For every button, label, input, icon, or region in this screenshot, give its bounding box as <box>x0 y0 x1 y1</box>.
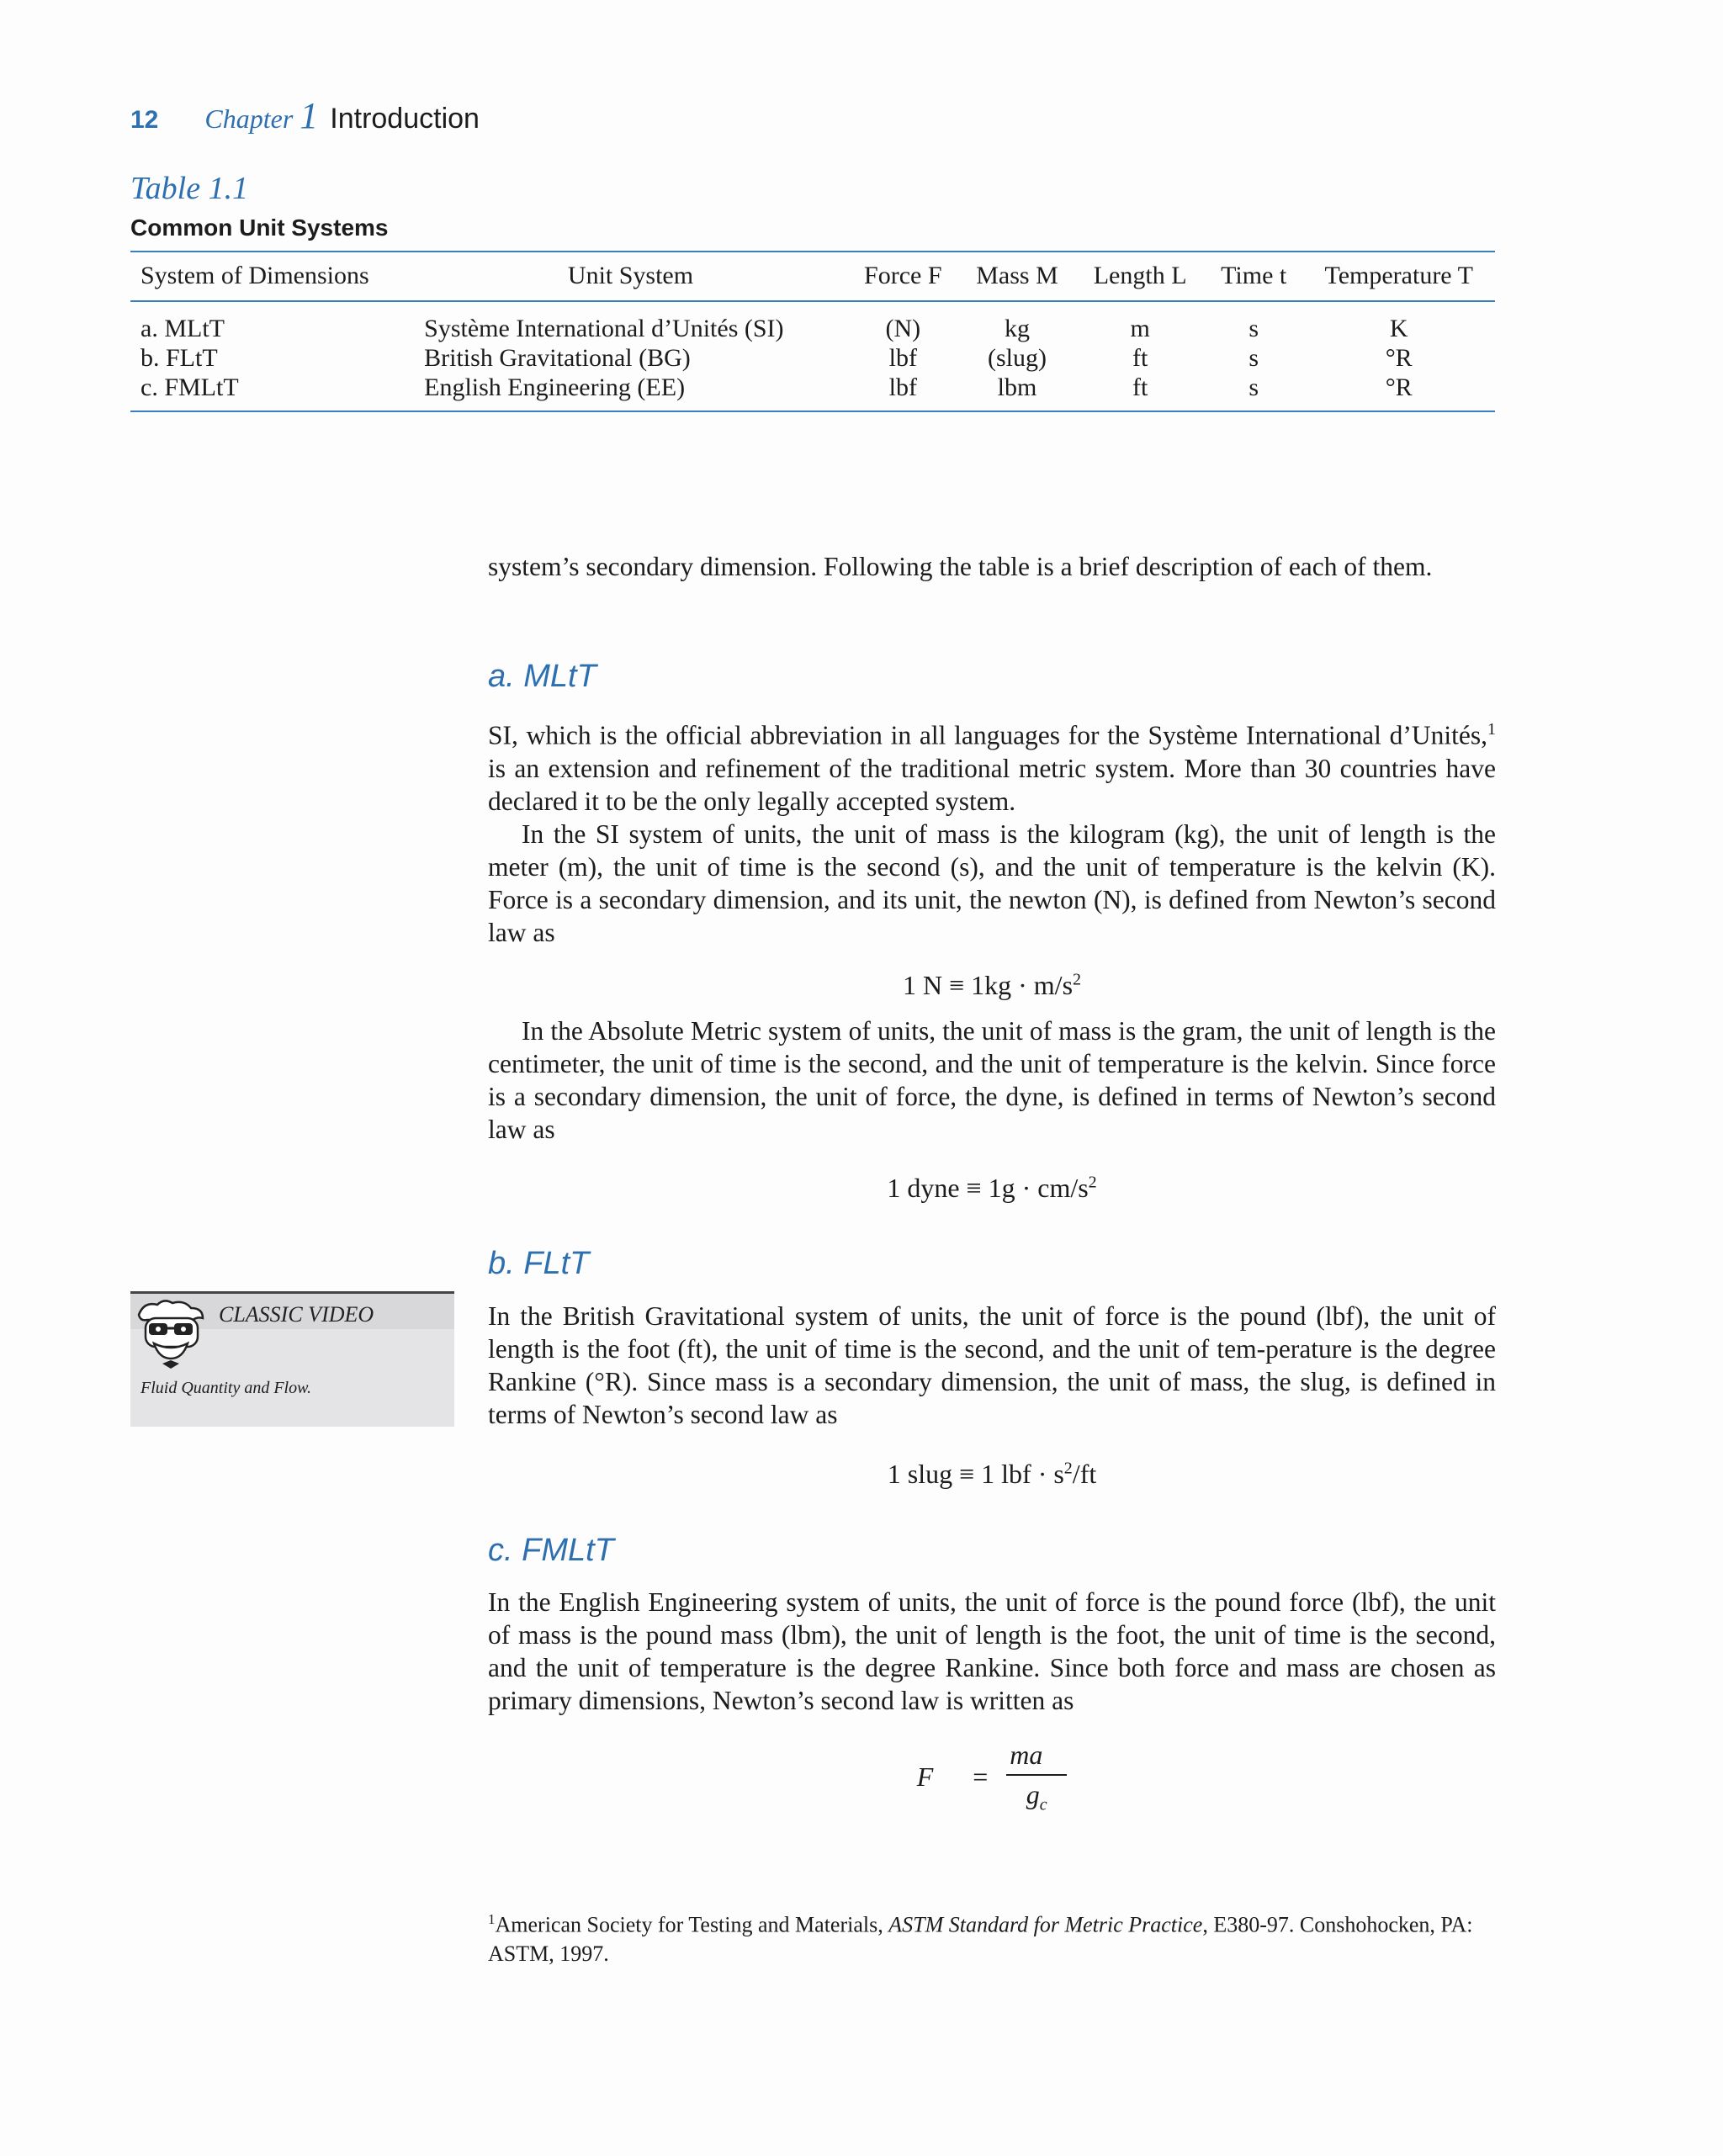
table-row <box>130 373 1495 411</box>
equation-newton-second-law <box>488 1740 1496 1814</box>
equation-newton <box>488 970 1496 1001</box>
equation-text: 1 slug ≡ 1 lbf · s <box>887 1459 1064 1489</box>
paragraph-text: SI, which is the official abbreviation in all languages for the Système International d’Unités, <box>488 720 1487 750</box>
table-cell: a. MLtT <box>140 314 225 342</box>
equation-slug <box>488 1459 1496 1490</box>
table-cell: °R <box>1385 343 1413 372</box>
equation-exponent: 2 <box>1088 1173 1097 1192</box>
equation-fraction <box>1006 1740 1067 1814</box>
table-header-cell: Unit System <box>567 262 694 289</box>
footnote-marker: 1 <box>488 1911 496 1927</box>
section-b-paragraph-1: In the British Gravitational system of units, the unit of force is the pound (lbf), the unit of length is the foot (ft), the unit of time is the second, and the unit of tem-perature is the degree Rankine (°R). Since mass is a secondary dimension, the unit of mass, the slug, is defined in terms of Newton’s second law as <box>488 1301 1496 1429</box>
table-header-cell: Time t <box>1221 262 1287 289</box>
table-label: Table 1.1 <box>130 171 249 206</box>
table-cell: lbf <box>888 373 917 401</box>
table-cell: °R <box>1385 373 1413 401</box>
denominator-subscript: c <box>1039 1795 1047 1814</box>
table-cell: (N) <box>885 314 921 342</box>
section-a-paragraph-3: In the Absolute Metric system of units, the unit of mass is the gram, the unit of length is the centimeter, the unit of time is the second, and the unit of temperature is the kelvin. Since force is a secondary dimension, the unit of force, the dyne, is defined in terms of Newton’s second law as <box>488 1016 1496 1144</box>
sidebar-title: CLASSIC VIDEO <box>219 1302 374 1327</box>
equation-exponent: 2 <box>1073 970 1082 989</box>
footnote-ref: 1 <box>1487 720 1496 739</box>
chapter-label: Chapter <box>204 103 294 134</box>
classic-video-sidebar[interactable] <box>130 1291 454 1427</box>
section-b-body <box>488 1300 1496 1431</box>
page-number: 12 <box>130 106 159 134</box>
footnote <box>488 1905 1496 1968</box>
equation-text: 1 N ≡ 1kg · m/s <box>902 970 1074 1000</box>
equation-dyne <box>488 1173 1496 1204</box>
table-header-cell: Force F <box>864 262 942 289</box>
fraction-denominator <box>1006 1776 1067 1814</box>
table-cell: c. FMLtT <box>140 373 239 401</box>
sidebar-video-title[interactable]: Fluid Quantity and Flow. <box>140 1379 311 1397</box>
chapter-number: 1 <box>300 95 319 136</box>
professor-icon <box>132 1296 208 1372</box>
table-header-cell: Length L <box>1093 262 1187 289</box>
equation-text: /ft <box>1072 1459 1097 1489</box>
section-heading-a: a. MLtT <box>488 659 596 694</box>
table-cell: Système International d’Unités (SI) <box>424 314 784 342</box>
table-cell: lbf <box>888 343 917 372</box>
intro-paragraph-block <box>488 550 1496 583</box>
equation-exponent: 2 <box>1063 1459 1073 1478</box>
page-header <box>130 94 480 137</box>
section-c-paragraph-1: In the English Engineering system of units, the unit of force is the pound force (lbf), the unit of mass is the pound mass (lbm), the unit of length is the foot, the unit of time is the second, and the unit of temperature is the degree Rankine. Since both force and mass are chosen as primary dimensions, Newton’s second law is written as <box>488 1587 1496 1715</box>
table-row <box>130 301 1495 343</box>
table-cell: ft <box>1132 373 1148 401</box>
fraction-numerator: ma⃗ <box>1006 1740 1067 1776</box>
equation-lhs: F⃗ <box>916 1761 955 1793</box>
table-header-row <box>130 252 1495 301</box>
paragraph-text: is an extension and refinement of the traditional metric system. More than 30 countries have declared it to be the only legally accepted system. <box>488 753 1496 816</box>
table-cell: K <box>1389 314 1408 342</box>
section-a-body-2 <box>488 1014 1496 1146</box>
table <box>130 251 1495 412</box>
table-cell: b. FLtT <box>140 343 218 372</box>
footnote-title: ASTM Standard for Metric Practice <box>888 1912 1203 1937</box>
intro-paragraph: system’s secondary dimension. Following the table is a brief description of each of them. <box>488 552 1433 581</box>
equation-equals: = <box>973 1761 989 1793</box>
table-row <box>130 343 1495 373</box>
equation-text: 1 dyne ≡ 1g · cm/s <box>887 1173 1089 1203</box>
table-header-cell: Mass M <box>976 262 1058 289</box>
section-a-paragraph-2: In the SI system of units, the unit of mass is the kilogram (kg), the unit of length is the meter (m), the unit of time is the second (s), and the unit of temperature is the kelvin (K). Force is a secondary dimension, and its unit, the newton (N), is defined from Newton’s second law as <box>488 818 1496 947</box>
table-header-cell: System of Dimensions <box>140 262 369 289</box>
table-caption: Common Unit Systems <box>130 215 389 241</box>
table-cell: British Gravitational (BG) <box>424 343 691 372</box>
table-header-cell: Temperature T <box>1324 262 1473 289</box>
denominator-main: g <box>1026 1779 1040 1809</box>
unit-systems-table <box>130 251 1495 412</box>
table-cell: lbm <box>997 373 1037 401</box>
table-cell: kg <box>1005 314 1030 342</box>
table-cell: s <box>1249 343 1259 372</box>
table-cell: s <box>1249 314 1259 342</box>
section-c-body <box>488 1586 1496 1717</box>
footnote-text: American Society for Testing and Materials, <box>495 1912 889 1937</box>
section-a-paragraph-1 <box>488 713 1496 818</box>
section-heading-c: c. FMLtT <box>488 1533 614 1568</box>
table-cell: s <box>1249 373 1259 401</box>
table-cell: m <box>1130 314 1150 342</box>
chapter-title: Introduction <box>330 103 480 135</box>
table-cell: English Engineering (EE) <box>424 373 686 401</box>
section-heading-b: b. FLtT <box>488 1246 590 1281</box>
table-cell: (slug) <box>988 343 1047 372</box>
footnote-text: , E380-97. Conshohocken, PA: ASTM, 1997. <box>488 1912 1473 1966</box>
table-cell: ft <box>1132 343 1148 372</box>
section-a-body <box>488 713 1496 949</box>
